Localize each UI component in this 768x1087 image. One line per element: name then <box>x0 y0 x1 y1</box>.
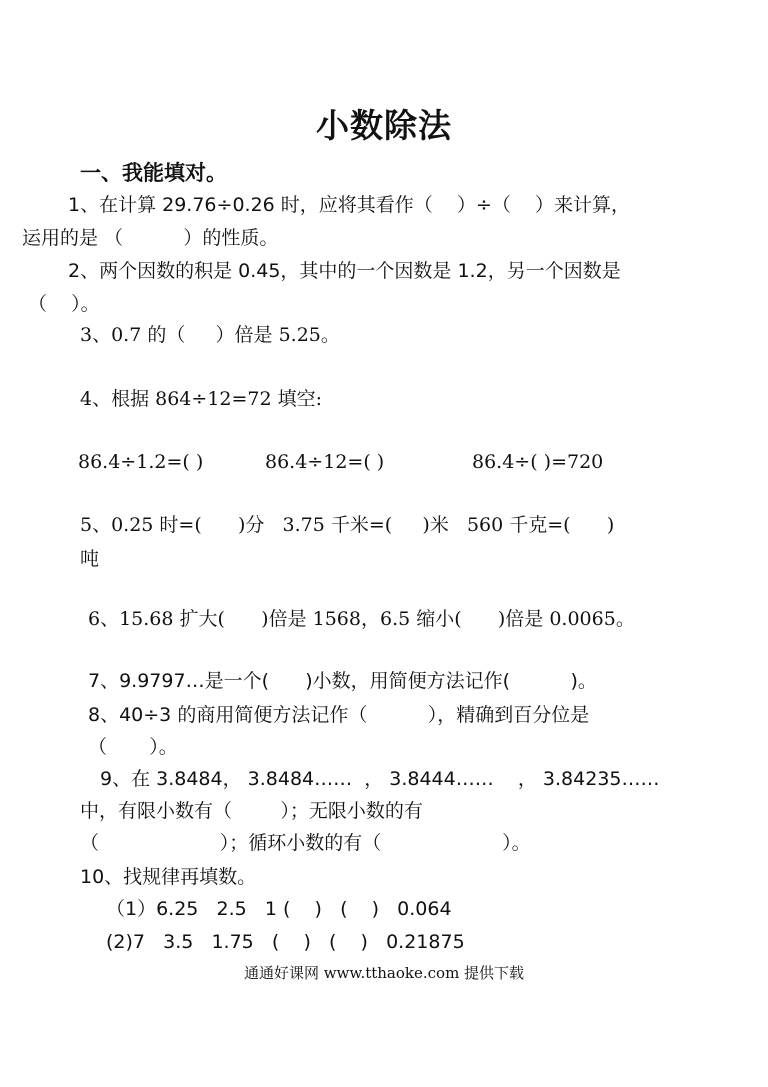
question-2-line-2: （ ）。 <box>28 293 100 315</box>
question-8-line-1: 8、40÷3 的商用简便方法记作（ ），精确到百分位是 <box>88 704 590 726</box>
question-9-line-3: （ ）；循环小数的有（ ）。 <box>80 832 531 854</box>
question-9-line-1: 9、在 3.8484， 3.8484…… ， 3.8444…… ， 3.84235…… <box>100 768 660 790</box>
question-4-item-c: 86.4÷( )=720 <box>472 451 604 473</box>
question-10-sequence-2: (2)7 3.5 1.75 ( ) ( ) 0.21875 <box>106 931 465 953</box>
question-1-line-2: 运用的是 （ ）的性质。 <box>22 227 279 249</box>
question-1-line-1: 1、在计算 29.76÷0.26 时，应将其看作（ ）÷（ ）来计算， <box>68 194 631 216</box>
question-7: 7、9.9797…是一个( )小数，用简便方法记作( )。 <box>88 670 597 692</box>
question-6: 6、15.68 扩大( )倍是 1568，6.5 缩小( )倍是 0.0065。 <box>88 608 635 630</box>
question-3: 3、0.7 的（ ）倍是 5.25。 <box>80 324 340 346</box>
section-heading: 一、我能填对。 <box>80 160 227 185</box>
question-5-line-2: 吨 <box>80 548 100 570</box>
question-2-line-1: 2、两个因数的积是 0.45，其中的一个因数是 1.2，另一个因数是 <box>68 260 621 282</box>
question-10-sequence-1: （1）6.25 2.5 1 ( ) ( ) 0.064 <box>106 898 452 920</box>
question-9-line-2: 中，有限小数有（ ）；无限小数的有 <box>80 800 423 822</box>
question-5-line-1: 5、0.25 时=( )分 3.75 千米=( )米 560 千克=( ) <box>80 514 615 536</box>
footer-credit: 通通好课网 www.tthaoke.com 提供下载 <box>243 964 525 982</box>
question-4-item-a: 86.4÷1.2=( ) <box>78 451 204 473</box>
question-4: 4、根据 864÷12=72 填空: <box>80 388 323 410</box>
page-title: 小数除法 <box>316 106 452 145</box>
question-4-item-b: 86.4÷12=( ) <box>265 451 385 473</box>
question-8-line-2: （ ）。 <box>88 736 178 758</box>
question-10: 10、找规律再填数。 <box>80 866 257 888</box>
